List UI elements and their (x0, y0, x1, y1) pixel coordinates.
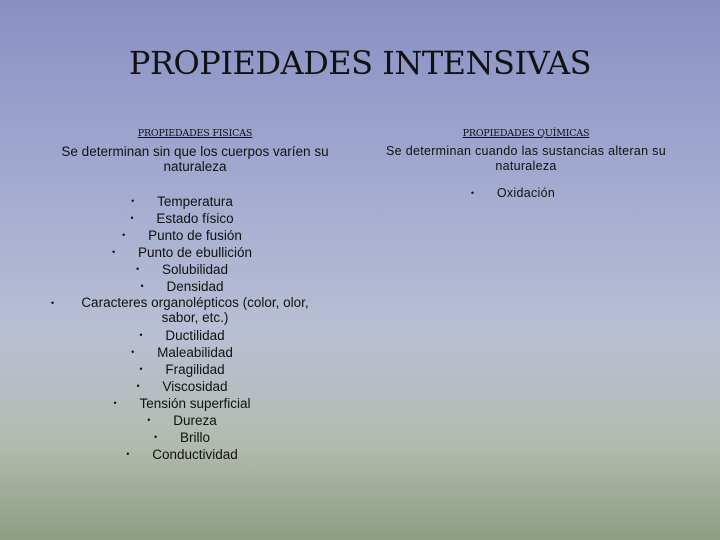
bullet-icon: • (113, 398, 117, 408)
bullet-icon: • (140, 281, 144, 291)
chemical-properties-list (378, 185, 674, 202)
bullet-icon: • (147, 415, 151, 425)
chemical-properties-column (378, 128, 674, 202)
list-item: • Brillo (153, 430, 210, 445)
list-item: • Tensión superficial (113, 396, 251, 411)
list-item: • Densidad (140, 279, 224, 294)
bullet-icon: • (130, 213, 134, 223)
bullet-icon: • (139, 330, 143, 340)
bullet-icon: • (135, 264, 140, 274)
list-item: • Ductilidad (139, 328, 225, 343)
chemical-properties-heading: PROPIEDADES QUÍMICAS (462, 128, 590, 139)
bullet-icon: • (470, 188, 475, 198)
bullet-icon: • (131, 196, 135, 206)
physical-properties-description: Se determinan sin que los cuerpos varíen su naturaleza (61, 144, 329, 174)
list-item: • Punto de fusión (122, 228, 242, 243)
list-item: • Caracteres organolépticos (color, olor, sabor, etc.) (51, 295, 309, 325)
list-item: • Dureza (147, 413, 217, 428)
physical-properties-list (50, 193, 340, 463)
bullet-icon: • (111, 247, 116, 257)
slide-title: PROPIEDADES INTENSIVAS (128, 44, 592, 82)
bullet-icon: • (139, 364, 143, 374)
list-item: • Conductividad (126, 447, 238, 462)
list-item: • Maleabilidad (131, 345, 233, 360)
list-item: • Punto de ebullición (111, 245, 253, 260)
bullet-icon: • (136, 381, 140, 391)
bullet-icon: • (126, 449, 130, 459)
list-item: • Viscosidad (136, 379, 228, 394)
list-item: • Solubilidad (135, 262, 229, 277)
chemical-properties-description: Se determinan cuando las sustancias alteran su naturaleza (386, 144, 666, 173)
physical-properties-heading: PROPIEDADES FISICAS (137, 128, 253, 139)
bullet-icon: • (51, 298, 55, 308)
bullet-icon: • (122, 230, 126, 240)
list-item: • Fragilidad (139, 362, 225, 377)
list-item: • Estado físico (130, 211, 234, 226)
bullet-icon: • (131, 347, 135, 357)
list-item: • Temperatura (131, 194, 233, 209)
physical-properties-column (50, 128, 340, 463)
list-item: • Oxidación (470, 186, 556, 200)
bullet-icon: • (153, 432, 158, 442)
